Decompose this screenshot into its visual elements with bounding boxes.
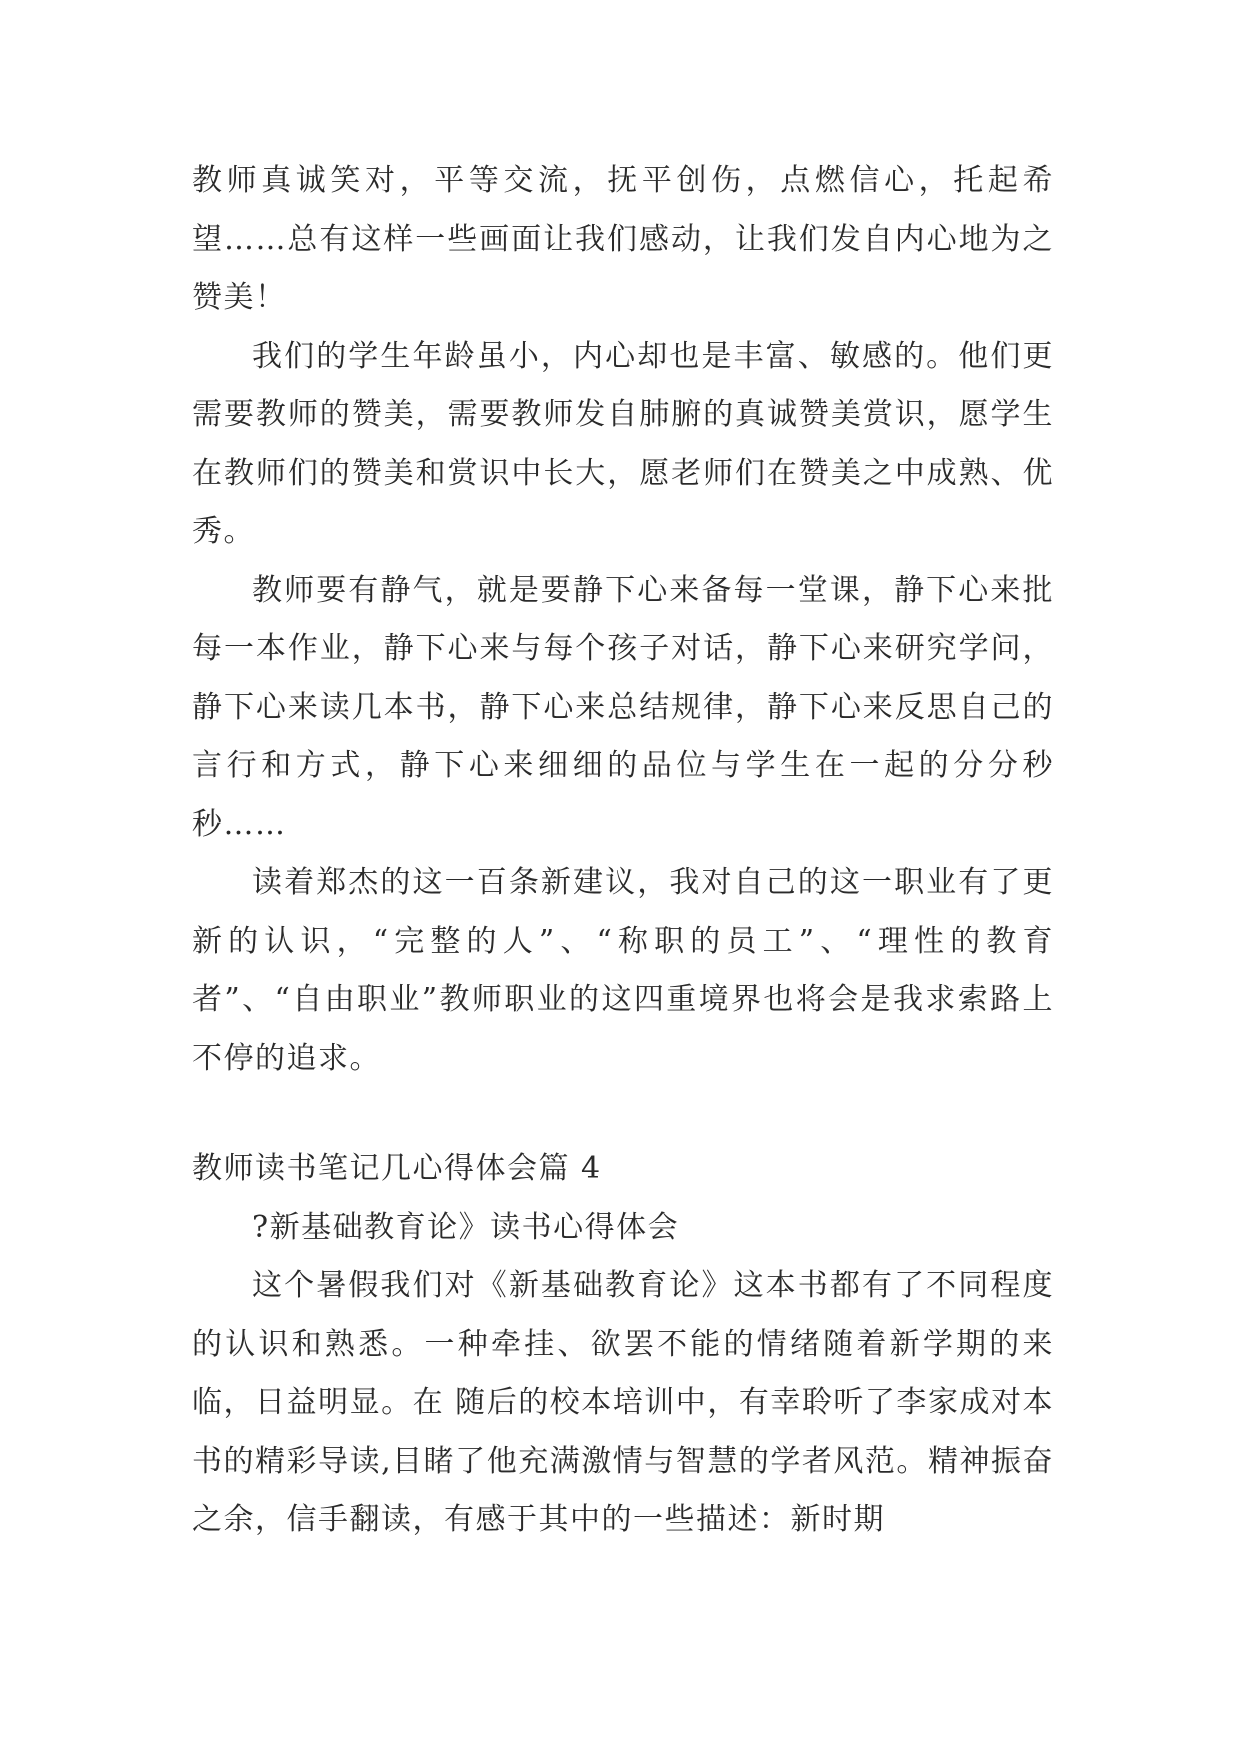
section-subtitle: ?新基础教育论》读书心得体会 (252, 1209, 680, 1245)
document-page (192, 152, 1054, 1550)
paragraph-5: 这个暑假我们对《新基础教育论》这本书都有了不同程度的认识和熟悉。一种牵挂、欲罢不能的情绪随着新学期的来临，日益明显。在 随后的校本培训中，有幸聆听了李家成对本书的精彩导读,目睹了他充满激情与智慧的学者风范。精神振奋之余，信手翻读，有感于其中的一些描述：新时期 (192, 1268, 1054, 1537)
paragraph-3: 教师要有静气，就是要静下心来备每一堂课，静下心来批每一本作业，静下心来与每个孩子对话，静下心来研究学问，静下心来读几本书，静下心来总结规律，静下心来反思自己的言行和方式，静下心来细细的品位与学生在一起的分分秒秒…… (192, 572, 1054, 842)
section-heading: 教师读书笔记几心得体会篇 4 (192, 1151, 602, 1186)
paragraph-4: 读着郑杰的这一百条新建议，我对自己的这一职业有了更新的认识，“完整的人”、“称职的员工”、“理性的教育者”、“自由职业”教师职业的这四重境界也将会是我求索路上不停的追求。 (192, 865, 1054, 1076)
paragraph-1: 教师真诚笑对，平等交流，抚平创伤，点燃信心，托起希望……总有这样一些画面让我们感动，让我们发自内心地为之赞美！ (192, 163, 1054, 315)
paragraph-2: 我们的学生年龄虽小，内心却也是丰富、敏感的。他们更需要教师的赞美，需要教师发自肺腑的真诚赞美赏识，愿学生在教师们的赞美和赏识中长大，愿老师们在赞美之中成熟、优秀。 (192, 338, 1054, 549)
